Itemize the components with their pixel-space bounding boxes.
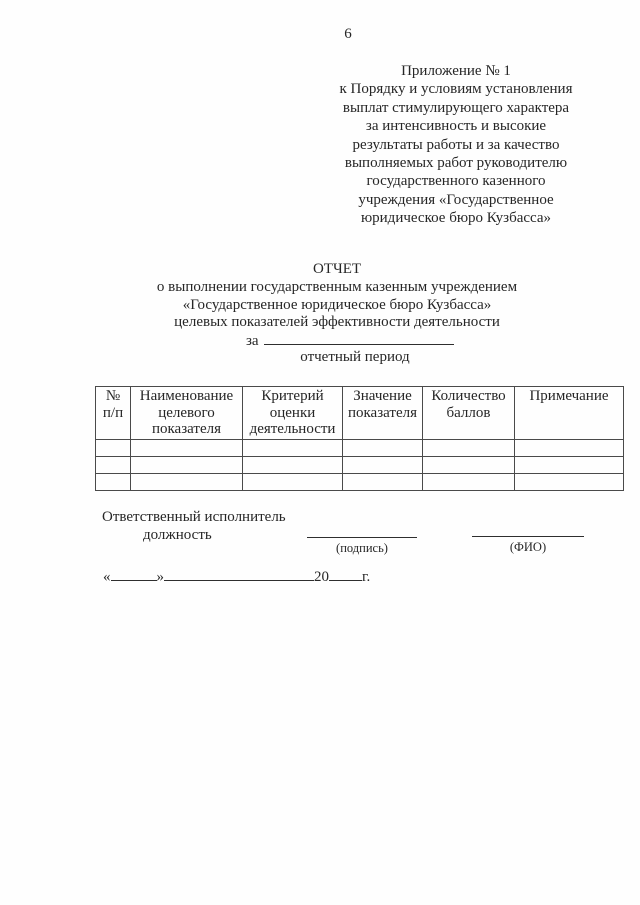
table-cell [343, 439, 423, 456]
table-cell [343, 456, 423, 473]
column-header-criterion: Критерий оценки деятельности [243, 387, 343, 440]
appendix-line: за интенсивность и высокие [365, 118, 547, 135]
appendix-line: выплат стимулирующего характера [342, 99, 570, 116]
table-cell [243, 456, 343, 473]
year-blank-field [329, 568, 362, 581]
appendix-line: выполняемых работ руководителю [344, 155, 568, 172]
table-cell [515, 473, 624, 490]
appendix-block [335, 62, 577, 228]
table-cell [131, 439, 243, 456]
report-title-block [37, 261, 637, 332]
report-table [95, 386, 624, 491]
table-row [96, 439, 624, 456]
table-row [96, 456, 624, 473]
period-blank-field [264, 332, 454, 345]
table-cell [423, 473, 515, 490]
table-cell [343, 473, 423, 490]
responsible-executor-label: Ответственный исполнитель [102, 509, 286, 525]
table-header-row [96, 387, 624, 440]
period-prefix-label: за [246, 333, 259, 349]
position-label: должность [143, 527, 212, 543]
column-header-note: Примечание [515, 387, 624, 440]
appendix-line: юридическое бюро Кузбасса» [360, 210, 552, 227]
report-heading: ОТЧЕТ [312, 261, 362, 277]
report-title-line: целевых показателей эффективности деятельности [174, 314, 500, 331]
column-header-indicator-name: Наименование целевого показателя [131, 387, 243, 440]
century-label: 20 [314, 569, 329, 585]
month-blank-field [164, 568, 314, 581]
appendix-line: государственного казенного [366, 173, 546, 190]
year-suffix-label: г. [362, 569, 371, 585]
table-cell [243, 473, 343, 490]
column-header-points: Количество баллов [423, 387, 515, 440]
report-title-line: «Государственное юридическое бюро Кузбасса» [182, 296, 492, 313]
report-title-line: о выполнении государственным казенным учреждением [156, 278, 518, 295]
table-cell [423, 439, 515, 456]
name-blank-field [472, 523, 584, 537]
name-caption: (ФИО) [509, 540, 547, 554]
table-row [96, 473, 624, 490]
page-number: 6 [344, 26, 352, 42]
appendix-line: Приложение № 1 [401, 63, 511, 79]
close-quote: » [156, 569, 164, 585]
table-cell [515, 439, 624, 456]
table-cell [515, 456, 624, 473]
day-blank-field [111, 568, 157, 581]
appendix-line: учреждения «Государственное [358, 191, 554, 208]
table-cell [96, 456, 131, 473]
table-cell [243, 439, 343, 456]
appendix-line: результаты работы и за качество [352, 136, 560, 153]
date-line [103, 568, 370, 586]
signature-blank-field [307, 524, 417, 538]
table-cell [423, 456, 515, 473]
column-header-num: № п/п [96, 387, 131, 440]
table-cell [131, 473, 243, 490]
period-caption: отчетный период [300, 349, 410, 365]
table-cell [131, 456, 243, 473]
open-quote: « [103, 569, 111, 585]
table-cell [96, 439, 131, 456]
signature-caption: (подпись) [336, 541, 388, 555]
column-header-value: Значение показателя [343, 387, 423, 440]
report-period-row [246, 332, 454, 350]
appendix-line: к Порядку и условиям установления [339, 81, 573, 98]
table-cell [96, 473, 131, 490]
